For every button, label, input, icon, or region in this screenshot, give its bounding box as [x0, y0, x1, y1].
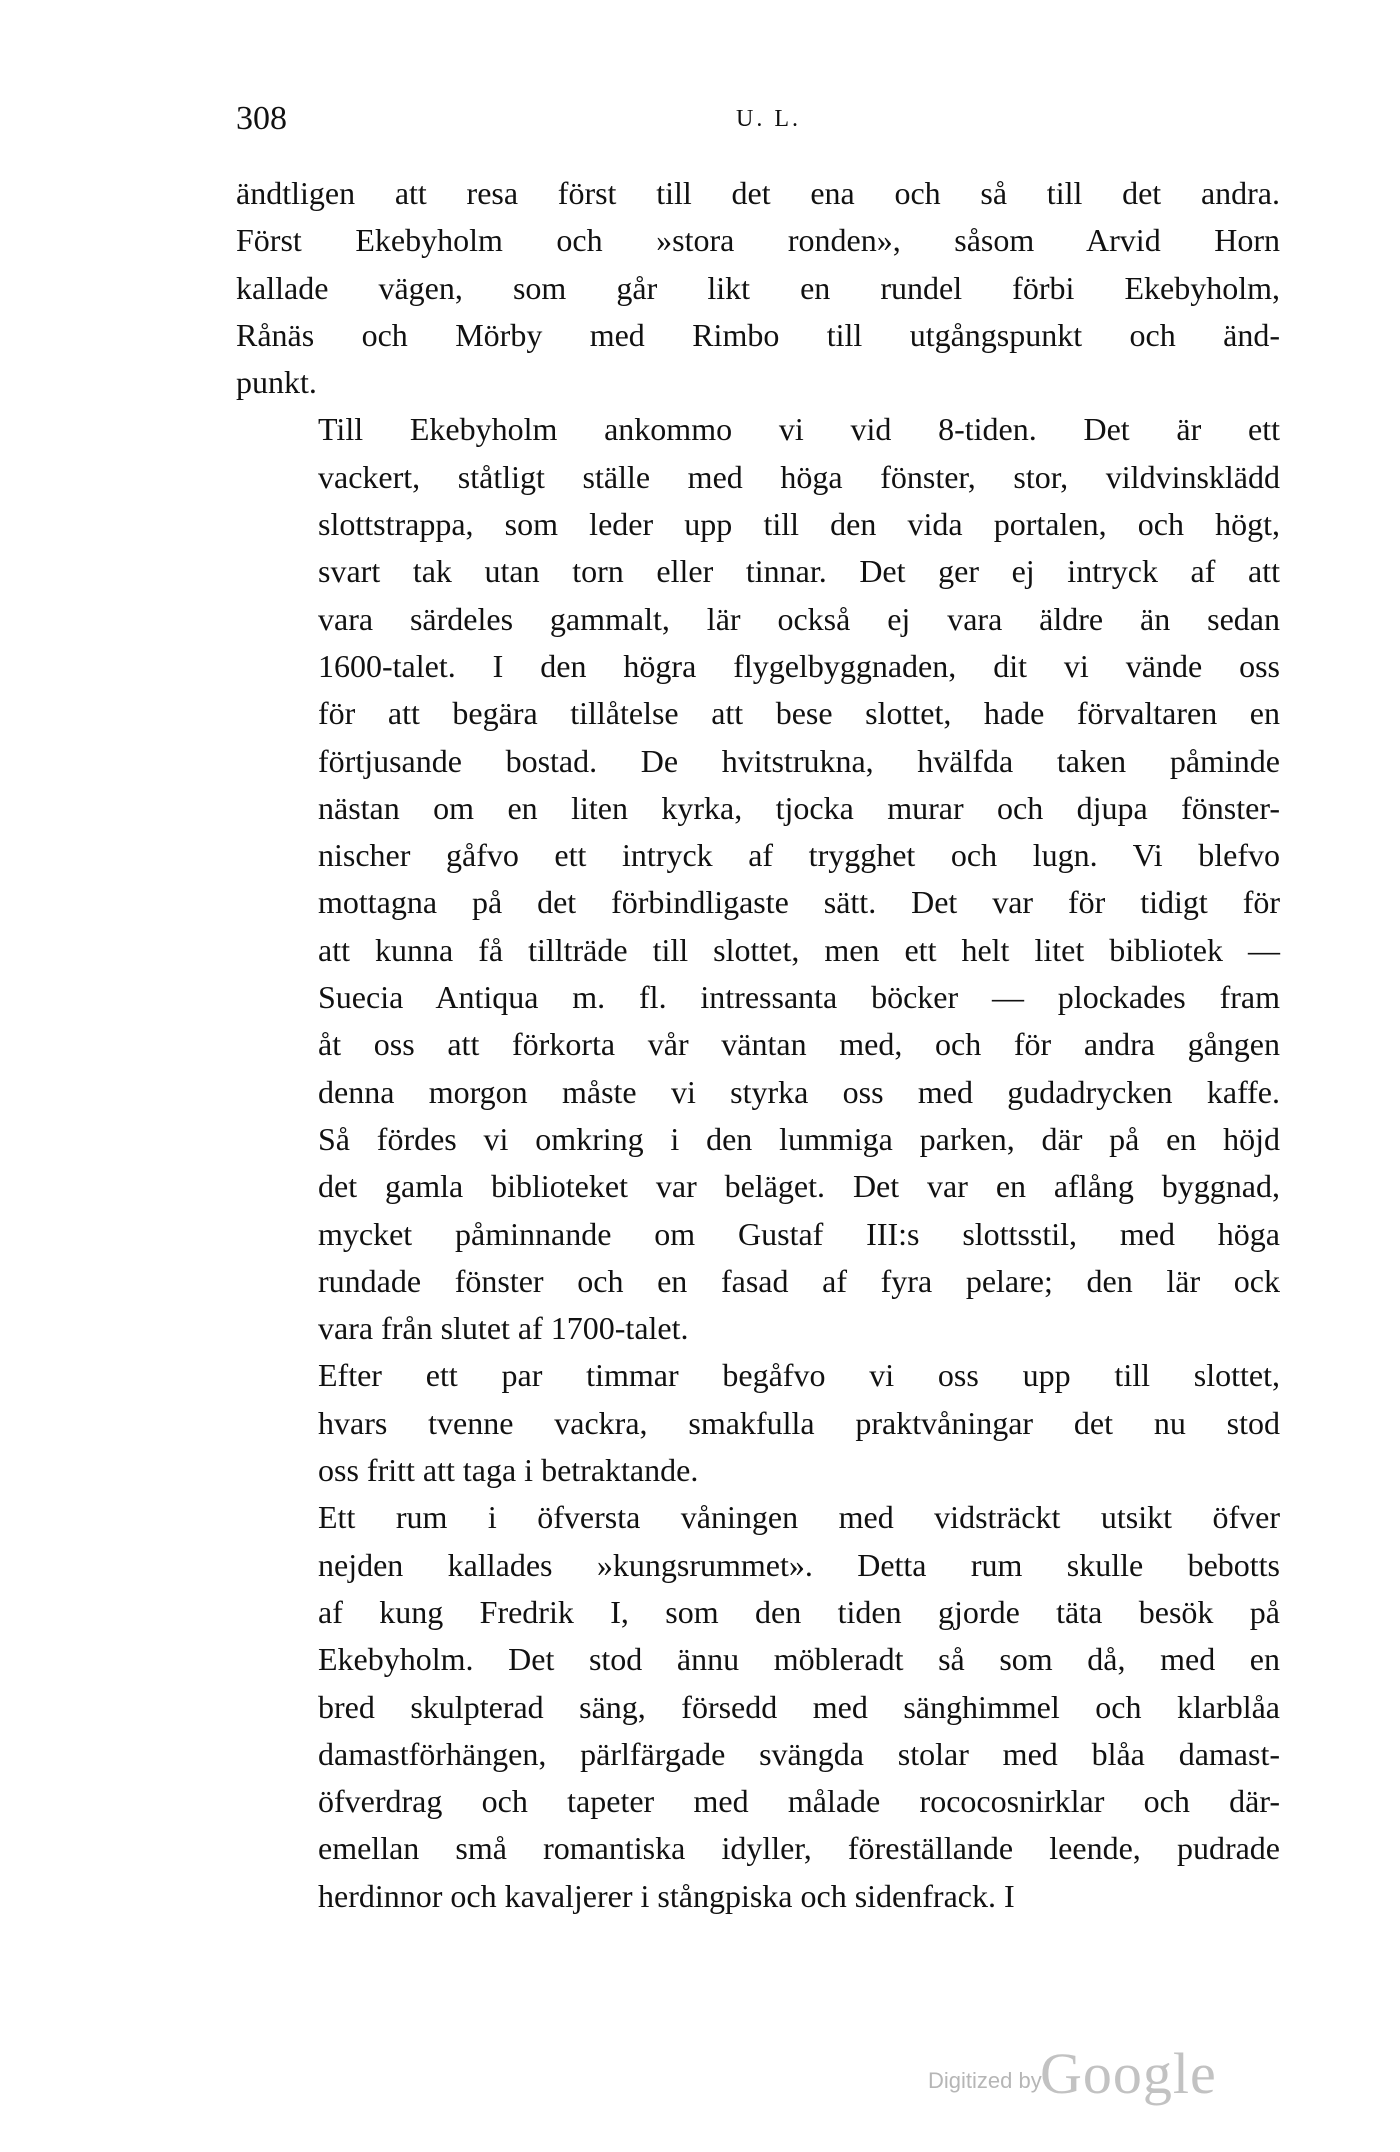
digitized-watermark — [928, 2040, 1268, 2106]
text-line: damastförhängen, pärlfärgade svängda stolar med blåa damast- — [318, 1735, 1280, 1772]
google-logo: Google — [1040, 2041, 1217, 2106]
text-line: nästan om en liten kyrka, tjocka murar och djupa fönster- — [318, 789, 1280, 826]
text-line: kallade vägen, som går likt en rundel förbi Ekebyholm, — [236, 269, 1280, 306]
text-line: Efter ett par timmar begåfvo vi oss upp till slottet, — [318, 1357, 1280, 1394]
text-line: att kunna få tillträde till slottet, men ett helt litet bibliotek — — [318, 931, 1280, 968]
text-line: det gamla biblioteket var beläget. Det var en aflång byggnad, — [318, 1168, 1280, 1205]
text-line: mycket påminnande om Gustaf III:s slottsstil, med höga — [318, 1215, 1280, 1252]
text-line: Ett rum i öfversta våningen med vidsträckt utsikt öfver — [318, 1499, 1280, 1536]
paragraph — [236, 1494, 1280, 1920]
text-line: förtjusande bostad. De hvitstrukna, hvälfda taken påminde — [318, 742, 1280, 779]
text-line: denna morgon måste vi styrka oss med gudadrycken kaffe. — [318, 1073, 1280, 1110]
text-line: mottagna på det förbindligaste sätt. Det var för tidigt för — [318, 884, 1280, 921]
page-header — [236, 100, 1276, 144]
running-head: U. L. — [736, 106, 801, 132]
text-line: för att begära tillåtelse att bese slottet, hade förvaltaren en — [318, 695, 1280, 732]
text-line: öfverdrag och tapeter med målade rococosnirklar och där- — [318, 1783, 1280, 1820]
text-line: vackert, ståtligt ställe med höga fönster, stor, vildvinsklädd — [318, 458, 1280, 495]
text-line: åt oss att förkorta vår väntan med, och för andra gången — [318, 1026, 1280, 1063]
text-line: 1600-talet. I den högra flygelbyggnaden, dit vi vände oss — [318, 647, 1280, 684]
text-line: vara särdeles gammalt, lär också ej vara äldre än sedan — [318, 600, 1280, 637]
text-line: nischer gåfvo ett intryck af trygghet och lugn. Vi blefvo — [318, 837, 1280, 874]
body-text — [236, 170, 1280, 1920]
text-line: herdinnor och kavaljerer i stångpiska och sidenfrack. I — [318, 1877, 1015, 1914]
text-line: Så fördes vi omkring i den lummiga parken, där på en höjd — [318, 1120, 1280, 1157]
paragraph — [236, 406, 1280, 1352]
text-line: oss fritt att taga i betraktande. — [318, 1452, 699, 1489]
text-line: af kung Fredrik I, som den tiden gjorde täta besök på — [318, 1593, 1280, 1630]
text-line: Ekebyholm. Det stod ännu möbleradt så som då, med en — [318, 1641, 1280, 1678]
text-line: vara från slutet af 1700-talet. — [318, 1310, 689, 1347]
paragraph — [236, 1352, 1280, 1494]
page-number: 308 — [236, 100, 287, 137]
text-line: bred skulpterad säng, försedd med sänghimmel och klarblåa — [318, 1688, 1280, 1725]
text-line: ändtligen att resa först till det ena och så till det andra. — [236, 175, 1280, 211]
text-line: rundade fönster och en fasad af fyra pelare; den lär ock — [318, 1262, 1280, 1299]
digitized-label: Digitized by — [928, 2068, 1042, 2093]
text-line: Rånäs och Mörby med Rimbo till utgångspunkt och änd- — [236, 316, 1280, 353]
text-line: Först Ekebyholm och »stora ronden», såsom Arvid Horn — [236, 222, 1280, 259]
paragraph — [236, 170, 1280, 406]
text-line: punkt. — [236, 364, 317, 401]
text-line: emellan små romantiska idyller, föreställande leende, pudrade — [318, 1830, 1280, 1867]
text-line: hvars tvenne vackra, smakfulla praktvåningar det nu stod — [318, 1404, 1280, 1441]
text-line: svart tak utan torn eller tinnar. Det ger ej intryck af att — [318, 553, 1280, 590]
text-line: Suecia Antiqua m. fl. intressanta böcker — plockades fram — [318, 979, 1280, 1016]
text-line: Till Ekebyholm ankommo vi vid 8-tiden. Det är ett — [318, 411, 1280, 448]
text-line: nejden kallades »kungsrummet». Detta rum skulle bebotts — [318, 1546, 1280, 1583]
text-line: slottstrappa, som leder upp till den vida portalen, och högt, — [318, 506, 1280, 543]
